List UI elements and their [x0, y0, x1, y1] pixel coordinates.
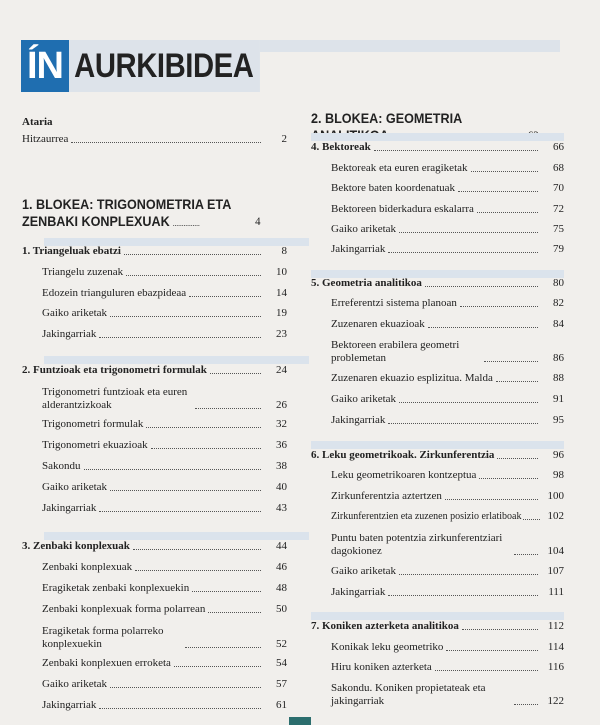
entry-page: 107	[547, 565, 564, 577]
leader-dots	[185, 647, 261, 648]
section-page: 44	[276, 540, 287, 552]
entry-page: 2	[281, 133, 287, 145]
section-band	[311, 612, 564, 620]
section-band	[311, 133, 564, 141]
entry-label: Puntu baten potentzia zirkunferentziari dagokionez	[331, 532, 503, 557]
toc-entry[interactable]	[311, 223, 564, 236]
toc-entry[interactable]	[311, 565, 564, 578]
toc-entry[interactable]	[22, 287, 287, 300]
entry-page: 70	[553, 182, 564, 194]
toc-entry[interactable]	[22, 481, 287, 494]
toc-entry[interactable]	[22, 561, 287, 574]
entry-label: Jakingarriak	[42, 328, 97, 340]
entry-label: Trigonometri ekuazioak	[42, 439, 148, 451]
entry-label: Gaiko ariketak	[42, 481, 108, 493]
entry-page: 114	[547, 641, 564, 653]
toc-entry[interactable]	[311, 414, 564, 427]
entry-label: Konikak leku geometriko	[331, 641, 444, 653]
entry-page: 23	[276, 328, 287, 340]
section-page: 80	[553, 277, 564, 289]
entry-page: 19	[276, 307, 287, 319]
entry-label: Eragiketak forma polarreko konplexuekin	[42, 625, 164, 650]
entry-page: 26	[276, 399, 287, 411]
toc-entry[interactable]	[311, 490, 564, 503]
leader-dots	[458, 191, 538, 192]
leader-dots	[497, 458, 538, 459]
leader-dots	[514, 554, 538, 555]
toc-entry[interactable]	[311, 586, 564, 599]
block-2-label: 2. BLOKEA: GEOMETRIA	[311, 110, 462, 126]
section-page: 8	[281, 245, 287, 257]
entry-label: Zenbaki konplexuak	[42, 561, 133, 573]
entry-label: Jakingarriak	[331, 586, 386, 598]
leader-dots	[84, 469, 262, 470]
toc-entry[interactable]	[22, 699, 287, 712]
leader-dots	[428, 327, 538, 328]
toc-entry[interactable]	[311, 469, 564, 482]
entry-label: Eragiketak zenbaki konplexuekin	[42, 582, 190, 594]
section-page: 96	[553, 449, 564, 461]
entry-page: 68	[553, 162, 564, 174]
toc-entry[interactable]	[311, 243, 564, 256]
toc-section-5[interactable]	[311, 277, 564, 290]
header-band	[260, 40, 560, 52]
entry-page: 102	[547, 510, 564, 522]
toc-entry[interactable]	[22, 603, 287, 616]
entry-label: Jakingarriak	[331, 243, 386, 255]
entry-page: 14	[276, 287, 287, 299]
toc-entry[interactable]	[22, 418, 287, 431]
section-label: 3. Zenbaki konplexuak	[22, 540, 130, 552]
section-page: 66	[553, 141, 564, 153]
leader-dots	[425, 286, 538, 287]
section-label: 1. Triangeluak ebatzi	[22, 245, 121, 257]
entry-page: 54	[276, 657, 287, 669]
leader-dots	[110, 490, 261, 491]
leader-dots	[435, 670, 538, 671]
entry-page: 84	[553, 318, 564, 330]
toc-entry[interactable]	[22, 439, 287, 452]
leader-dots	[210, 373, 261, 374]
leader-dots	[460, 306, 538, 307]
toc-entry[interactable]	[22, 266, 287, 279]
block-1-line2: ZENBAKI KONPLEXUAK	[22, 213, 170, 229]
entry-label: Edozein trianguluren ebazpideaa	[42, 287, 187, 299]
entry-page: 10	[276, 266, 287, 278]
entry-label: Trigonometri formulak	[42, 418, 144, 430]
leader-dots	[174, 666, 261, 667]
entry-label: Bektoreen biderkadura eskalarra	[331, 203, 474, 215]
section-label: 4. Bektoreak	[311, 141, 371, 153]
entry-label: Zenbaki konplexuen erroketa	[42, 657, 171, 669]
entry-label: Jakingarriak	[331, 414, 386, 426]
entry-page: 32	[276, 418, 287, 430]
toc-entry-hitzaurrea[interactable]	[22, 133, 287, 146]
entry-page: 57	[276, 678, 287, 690]
toc-entry[interactable]	[311, 182, 564, 195]
block-1-line1: 1. BLOKEA: TRIGONOMETRIA ETA	[22, 196, 232, 212]
toc-section-6[interactable]	[311, 449, 564, 462]
entry-label: Bektoreen erabilera geometri problemetan	[331, 339, 460, 364]
entry-page: 52	[276, 638, 287, 650]
entry-label: Jakingarriak	[42, 699, 97, 711]
entry-label: Gaiko ariketak	[42, 307, 108, 319]
ataria-label: Ataria	[22, 116, 53, 128]
section-label: 2. Funtzioak eta trigonometri formulak	[22, 364, 207, 376]
entry-label: Jakingarriak	[42, 502, 97, 514]
toc-entry[interactable]	[311, 318, 564, 331]
toc-entry[interactable]	[22, 678, 287, 691]
entry-page: 98	[553, 469, 564, 481]
entry-page: 95	[553, 414, 564, 426]
entry-page: 122	[547, 695, 564, 707]
leader-dots	[514, 704, 538, 705]
toc-entry[interactable]	[22, 307, 287, 320]
header-in-box: ÍN	[21, 40, 69, 92]
leader-dots	[133, 549, 261, 550]
toc-section-7[interactable]	[311, 620, 564, 633]
entry-page: 104	[547, 545, 564, 557]
entry-label: Triangelu zuzenak	[42, 266, 124, 278]
entry-label: Gaiko ariketak	[331, 223, 397, 235]
entry-page: 48	[276, 582, 287, 594]
section-page: 24	[276, 364, 287, 376]
entry-label: Bektore baten koordenatuak	[331, 182, 456, 194]
leader-dots	[71, 142, 261, 143]
toc-entry[interactable]	[22, 460, 287, 473]
leader-dots	[173, 225, 199, 226]
leader-dots	[523, 519, 540, 520]
leader-dots	[462, 629, 538, 630]
leader-dots	[388, 595, 538, 596]
toc-section-4[interactable]	[311, 141, 564, 154]
section-band	[44, 356, 309, 364]
toc-entry[interactable]	[311, 339, 564, 365]
leader-dots	[484, 361, 538, 362]
leader-dots	[374, 150, 538, 151]
leader-dots	[388, 423, 538, 424]
leader-dots	[195, 408, 261, 409]
leader-dots	[479, 478, 538, 479]
leader-dots	[471, 171, 538, 172]
toc-entry[interactable]	[311, 532, 564, 558]
entry-page: 116	[547, 661, 564, 673]
entry-page: 50	[276, 603, 287, 615]
leader-dots	[477, 212, 538, 213]
leader-dots	[99, 511, 261, 512]
entry-label: Erreferentzi sistema planoan	[331, 297, 457, 309]
entry-page: 91	[553, 393, 564, 405]
leader-dots	[126, 275, 261, 276]
entry-page: 46	[276, 561, 287, 573]
entry-label: Gaiko ariketak	[331, 393, 397, 405]
entry-page: 100	[547, 490, 564, 502]
toc-entry[interactable]	[22, 386, 287, 412]
bottom-page-marker	[289, 717, 311, 725]
toc-section-1[interactable]	[22, 245, 287, 258]
entry-page: 79	[553, 243, 564, 255]
page-header	[21, 40, 291, 92]
leader-dots	[110, 316, 261, 317]
entry-page: 38	[276, 460, 287, 472]
toc-entry[interactable]	[22, 582, 287, 595]
toc-entry[interactable]	[311, 393, 564, 406]
toc-entry[interactable]	[311, 162, 564, 175]
entry-page: 43	[276, 502, 287, 514]
toc-entry[interactable]	[22, 657, 287, 670]
entry-label: Sakondu	[42, 460, 81, 472]
ataria-heading	[22, 116, 287, 129]
entry-page: 86	[553, 352, 564, 364]
entry-label: Zuzenaren ekuazioak	[331, 318, 425, 330]
page-title: AURKIBIDEA	[69, 40, 260, 92]
toc-section-2[interactable]	[22, 364, 287, 377]
toc-entry[interactable]	[311, 641, 564, 654]
section-label: 7. Koniken azterketa analitikoa	[311, 620, 459, 632]
section-page: 112	[547, 620, 564, 632]
entry-label: Zenbaki konplexuak forma polarrean	[42, 603, 206, 615]
block-1-heading[interactable]	[22, 196, 261, 230]
entry-label: Gaiko ariketak	[331, 565, 397, 577]
leader-dots	[151, 448, 261, 449]
entry-label: Hiru koniken azterketa	[331, 661, 432, 673]
leader-dots	[446, 650, 538, 651]
leader-dots	[445, 499, 538, 500]
leader-dots	[399, 574, 538, 575]
entry-label: Gaiko ariketak	[42, 678, 108, 690]
leader-dots	[399, 402, 538, 403]
section-band	[311, 441, 564, 449]
entry-page: 40	[276, 481, 287, 493]
section-band	[44, 532, 309, 540]
entry-label: Zuzenaren ekuazio esplizitua. Malda	[331, 372, 493, 384]
toc-entry[interactable]	[311, 661, 564, 674]
entry-label: Leku geometrikoaren kontzeptua	[331, 469, 477, 481]
toc-entry[interactable]	[311, 203, 564, 216]
toc-entry[interactable]	[311, 682, 564, 708]
toc-entry[interactable]	[311, 372, 564, 385]
entry-page: 88	[553, 372, 564, 384]
leader-dots	[135, 570, 261, 571]
toc-entry[interactable]	[22, 625, 287, 651]
entry-label: Zirkunferentzia aztertzen	[331, 490, 442, 502]
leader-dots	[192, 591, 261, 592]
entry-page: 111	[548, 586, 564, 598]
leader-dots	[146, 427, 261, 428]
toc-entry[interactable]	[311, 297, 564, 310]
leader-dots	[399, 232, 538, 233]
leader-dots	[124, 254, 261, 255]
section-label: 5. Geometria analitikoa	[311, 277, 422, 289]
leader-dots	[99, 337, 261, 338]
leader-dots	[496, 381, 538, 382]
leader-dots	[388, 252, 538, 253]
block-1-page: 4	[255, 214, 261, 228]
leader-dots	[99, 708, 261, 709]
leader-dots	[189, 296, 261, 297]
entry-page: 75	[553, 223, 564, 235]
leader-dots	[208, 612, 261, 613]
entry-label: Bektoreak eta euren eragiketak	[331, 162, 468, 174]
toc-section-3[interactable]	[22, 540, 287, 553]
entry-label: Trigonometri funtzioak eta euren alderantzizkoak	[42, 386, 188, 411]
entry-label: Zirkunferentzien eta zuzenen posizio erlatiboak	[331, 511, 522, 522]
toc-entry[interactable]	[22, 328, 287, 341]
entry-page: 61	[276, 699, 287, 711]
toc-entry[interactable]	[22, 502, 287, 515]
entry-page: 36	[276, 439, 287, 451]
toc-entry[interactable]	[311, 510, 564, 523]
leader-dots	[110, 687, 261, 688]
entry-label: Hitzaurrea	[22, 133, 69, 145]
entry-page: 72	[553, 203, 564, 215]
section-label: 6. Leku geometrikoak. Zirkunferentzia	[311, 449, 495, 461]
entry-page: 82	[553, 297, 564, 309]
entry-label: Sakondu. Koniken propietateak eta jakingarriak	[331, 682, 486, 707]
